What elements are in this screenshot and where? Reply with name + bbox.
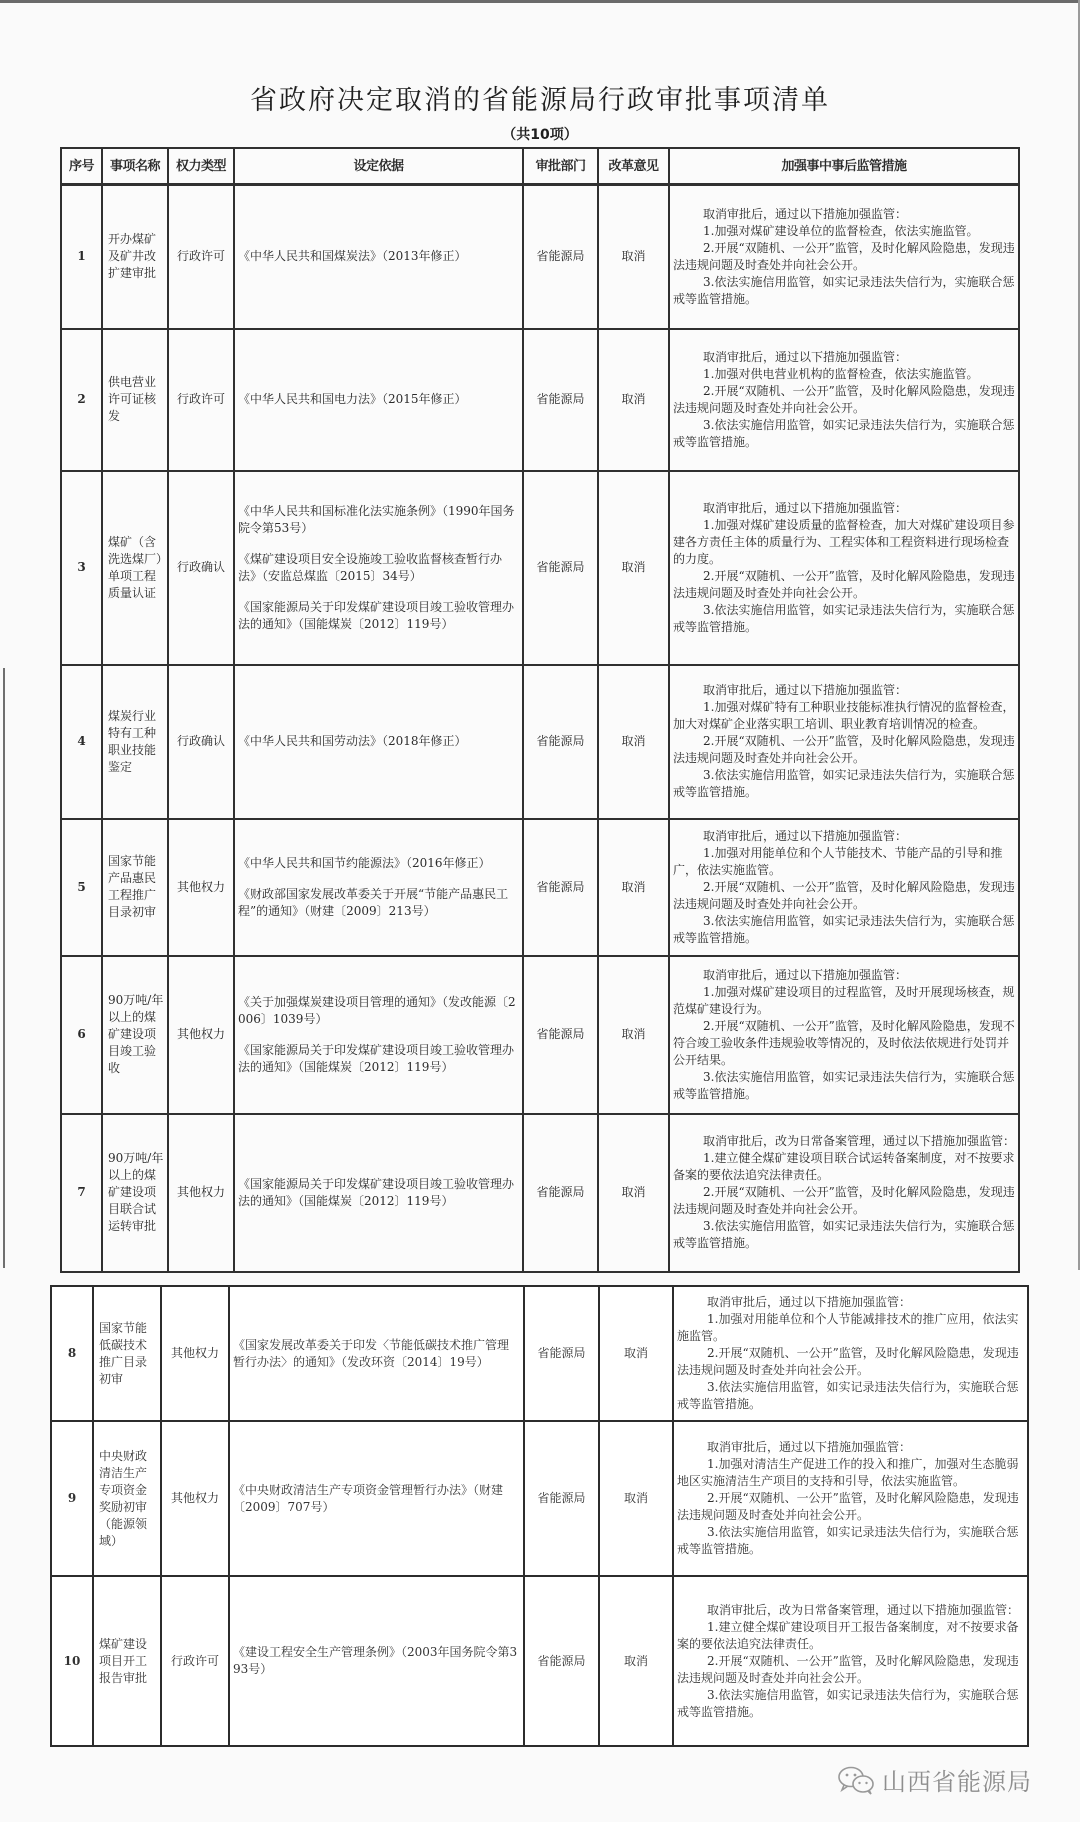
measure-line: 取消审批后，通过以下措施加强监管： — [703, 206, 908, 221]
table-row — [51, 1421, 1028, 1576]
cell-item-name: 90万吨/年以上的煤矿建设项目联合试运转审批 — [102, 1114, 168, 1272]
legal-basis-item: 《中央财政清洁生产专项资金管理暂行办法》（财建〔2009〕707号） — [233, 1482, 504, 1514]
measure-line: 1.加强对煤矿建设质量的监督检查，加大对煤矿建设项目参建各方责任主体的质量行为、工程实体和工程资料进行现场检查的力度。 — [673, 517, 1015, 566]
cell-reform-opinion: 取消 — [599, 1286, 673, 1421]
measure-line: 1.加强对煤矿建设项目的过程监管，及时开展现场核查，规范煤矿建设行为。 — [673, 984, 1015, 1016]
measure-line: 3.依法实施信用监管，如实记录违法失信行为，实施联合惩戒等监管措施。 — [673, 913, 1015, 945]
legal-basis-item: 《中华人民共和国电力法》（2015年修正） — [238, 392, 467, 406]
cell-legal-basis — [234, 329, 523, 471]
cell-supervision-measures — [669, 819, 1019, 956]
cell-legal-basis — [234, 471, 523, 665]
legal-basis-item: 《国家能源局关于印发煤矿建设项目竣工验收管理办法的通知》（国能煤炭〔2012〕119号） — [238, 599, 515, 631]
cell-legal-basis — [234, 819, 523, 956]
measure-line: 2.开展“双随机、一公开”监管，及时化解风险隐患，发现违法违规问题及时查处并向社会公开。 — [673, 240, 1015, 272]
page-title: 省政府决定取消的省能源局行政审批事项清单 — [250, 85, 830, 116]
cell-legal-basis — [234, 1114, 523, 1272]
measure-line: 3.依法实施信用监管，如实记录违法失信行为，实施联合惩戒等监管措施。 — [677, 1687, 1019, 1719]
cell-item-name: 供电营业许可证核发 — [102, 329, 168, 471]
cell-department: 省能源局 — [523, 185, 598, 329]
watermark — [836, 1762, 1032, 1797]
cell-reform-opinion: 取消 — [598, 665, 669, 819]
legal-basis-item: 《建设工程安全生产管理条例》（2003年国务院令第393号） — [233, 1645, 518, 1676]
measure-line: 2.开展“双随机、一公开”监管，及时化解风险隐患，发现违法违规问题及时查处并向社会公开。 — [677, 1653, 1019, 1685]
cell-supervision-measures — [669, 1114, 1019, 1272]
cell-no: 1 — [61, 185, 102, 329]
cell-supervision-measures — [669, 471, 1019, 665]
table-row — [61, 665, 1019, 819]
legal-basis-item: 《国家能源局关于印发煤矿建设项目竣工验收管理办法的通知》（国能煤炭〔2012〕119号） — [238, 1176, 515, 1208]
cell-no: 7 — [61, 1114, 102, 1272]
page-edge — [3, 668, 5, 1268]
header-name: 事项名称 — [102, 148, 168, 185]
cell-no: 4 — [61, 665, 102, 819]
measure-line: 1.加强对煤矿特有工种职业技能标准执行情况的监督检查，加大对煤矿企业落实职工培训、职业教育培训情况的检查。 — [673, 700, 1015, 731]
cell-reform-opinion: 取消 — [598, 956, 669, 1114]
measure-line: 取消审批后，改为日常备案管理，通过以下措施加强监管： — [707, 1602, 1020, 1617]
table-row — [61, 956, 1019, 1114]
measure-line: 取消审批后，通过以下措施加强监管： — [703, 349, 908, 364]
measure-line: 3.依法实施信用监管，如实记录违法失信行为，实施联合惩戒等监管措施。 — [673, 274, 1015, 306]
measure-line: 1.加强对煤矿建设单位的监督检查，依法实施监管。 — [703, 223, 979, 238]
cell-power-type: 行政确认 — [168, 471, 234, 665]
measure-line: 取消审批后，改为日常备案管理，通过以下措施加强监管： — [703, 1134, 1016, 1148]
cell-power-type: 行政许可 — [168, 185, 234, 329]
cell-item-name: 煤矿（含洗选煤厂）单项工程质量认证 — [102, 471, 168, 665]
measure-line: 2.开展“双随机、一公开”监管，及时化解风险隐患，发现违法违规问题及时查处并向社会公开。 — [673, 383, 1015, 415]
table-row — [61, 819, 1019, 956]
measure-line: 1.加强对清洁生产促进工作的投入和推广，加强对生态脆弱地区实施清洁生产项目的支持和引导，依法实施监管。 — [677, 1457, 1019, 1488]
cell-supervision-measures — [669, 185, 1019, 329]
cell-supervision-measures — [669, 329, 1019, 471]
cell-department: 省能源局 — [523, 956, 598, 1114]
cell-department: 省能源局 — [524, 1286, 599, 1421]
measure-line: 2.开展“双随机、一公开”监管，及时化解风险隐患，发现不符合竣工验收条件违规验收等情况的，及时依法依规进行处罚并公开结果。 — [673, 1018, 1015, 1067]
cell-item-name: 国家节能低碳技术推广目录初审 — [93, 1286, 161, 1421]
wechat-icon — [836, 1765, 876, 1795]
table-row — [51, 1576, 1028, 1746]
watermark-label: 山西省能源局 — [882, 1768, 1032, 1796]
measure-line: 取消审批后，通过以下措施加强监管： — [703, 500, 908, 515]
cell-item-name: 煤炭行业特有工种职业技能鉴定 — [102, 665, 168, 819]
measure-line: 3.依法实施信用监管，如实记录违法失信行为，实施联合惩戒等监管措施。 — [673, 1219, 1015, 1250]
cell-supervision-measures — [673, 1421, 1028, 1576]
cell-reform-opinion: 取消 — [598, 819, 669, 956]
cell-power-type: 其他权力 — [168, 819, 234, 956]
measure-line: 3.依法实施信用监管，如实记录违法失信行为，实施联合惩戒等监管措施。 — [673, 1069, 1015, 1101]
measure-line: 2.开展“双随机、一公开”监管，及时化解风险隐患，发现违法违规问题及时查处并向社会公开。 — [677, 1346, 1019, 1377]
cell-no: 9 — [51, 1421, 93, 1576]
legal-basis-item: 《煤矿建设项目安全设施竣工验收监督核查暂行办法》（安监总煤监〔2015〕34号） — [238, 551, 503, 583]
header-dept: 审批部门 — [523, 148, 598, 185]
measure-line: 取消审批后，通过以下措施加强监管： — [707, 1295, 912, 1309]
measure-line: 取消审批后，通过以下措施加强监管： — [703, 683, 908, 697]
item-count: （共10项） — [502, 127, 578, 143]
header-type: 权力类型 — [168, 148, 234, 185]
measure-line: 1.加强对供电营业机构的监督检查，依法实施监管。 — [703, 366, 979, 381]
cell-no: 3 — [61, 471, 102, 665]
cell-supervision-measures — [673, 1576, 1028, 1746]
cell-item-name: 煤矿建设项目开工报告审批 — [93, 1576, 161, 1746]
cell-legal-basis — [229, 1286, 524, 1421]
cell-department: 省能源局 — [524, 1576, 599, 1746]
header-no: 序号 — [61, 148, 102, 185]
legal-basis-item: 《中华人民共和国劳动法》（2018年修正） — [238, 734, 467, 748]
legal-basis-item: 《国家能源局关于印发煤矿建设项目竣工验收管理办法的通知》（国能煤炭〔2012〕119号） — [238, 1042, 515, 1074]
legal-basis-item: 《中华人民共和国标准化法实施条例》（1990年国务院令第53号） — [238, 503, 515, 535]
cell-department: 省能源局 — [523, 329, 598, 471]
cell-power-type: 其他权力 — [168, 1114, 234, 1272]
cell-power-type: 其他权力 — [161, 1421, 229, 1576]
measure-line: 2.开展“双随机、一公开”监管，及时化解风险隐患，发现违法违规问题及时查处并向社会公开。 — [673, 568, 1015, 600]
table-row — [61, 185, 1019, 329]
cell-power-type: 行政许可 — [168, 329, 234, 471]
measure-line: 取消审批后，通过以下措施加强监管： — [703, 967, 908, 982]
header-basis: 设定依据 — [234, 148, 523, 185]
measure-line: 1.加强对用能单位和个人节能减排技术的推广应用，依法实施监管。 — [677, 1312, 1019, 1343]
cell-supervision-measures — [669, 956, 1019, 1114]
approval-items-table-continued — [50, 1285, 1029, 1747]
measure-line: 1.建立健全煤矿建设项目联合试运转备案制度，对不按要求备案的要依法追究法律责任。 — [673, 1151, 1015, 1182]
measure-line: 取消审批后，通过以下措施加强监管： — [707, 1440, 912, 1454]
cell-power-type: 其他权力 — [168, 956, 234, 1114]
measure-line: 2.开展“双随机、一公开”监管，及时化解风险隐患，发现违法违规问题及时查处并向社会公开。 — [673, 1185, 1015, 1216]
cell-legal-basis — [229, 1421, 524, 1576]
approval-items-table — [60, 147, 1020, 1273]
measure-line: 3.依法实施信用监管，如实记录违法失信行为，实施联合惩戒等监管措施。 — [677, 1525, 1019, 1556]
cell-legal-basis — [234, 956, 523, 1114]
cell-item-name: 90万吨/年以上的煤矿建设项目竣工验收 — [102, 956, 168, 1114]
cell-legal-basis — [234, 185, 523, 329]
top-border — [0, 0, 1080, 3]
cell-no: 5 — [61, 819, 102, 956]
cell-department: 省能源局 — [523, 665, 598, 819]
cell-reform-opinion: 取消 — [598, 471, 669, 665]
cell-no: 8 — [51, 1286, 93, 1421]
legal-basis-item: 《财政部国家发展改革委关于开展“节能产品惠民工程”的通知》（财建〔2009〕213号） — [238, 886, 509, 918]
measure-line: 3.依法实施信用监管，如实记录违法失信行为，实施联合惩戒等监管措施。 — [673, 768, 1015, 799]
cell-reform-opinion: 取消 — [598, 185, 669, 329]
cell-item-name: 开办煤矿及矿井改扩建审批 — [102, 185, 168, 329]
measure-line: 3.依法实施信用监管，如实记录违法失信行为，实施联合惩戒等监管措施。 — [673, 417, 1015, 449]
cell-reform-opinion: 取消 — [598, 329, 669, 471]
measure-line: 1.建立健全煤矿建设项目开工报告备案制度，对不按要求备案的要依法追究法律责任。 — [677, 1619, 1019, 1651]
measure-line: 3.依法实施信用监管，如实记录违法失信行为，实施联合惩戒等监管措施。 — [677, 1380, 1019, 1411]
table-row — [61, 471, 1019, 665]
measure-line: 2.开展“双随机、一公开”监管，及时化解风险隐患，发现违法违规问题及时查处并向社会公开。 — [677, 1491, 1019, 1522]
cell-no: 10 — [51, 1576, 93, 1746]
cell-power-type: 其他权力 — [161, 1286, 229, 1421]
cell-power-type: 行政许可 — [161, 1576, 229, 1746]
table-row — [61, 329, 1019, 471]
cell-legal-basis — [229, 1576, 524, 1746]
measure-line: 2.开展“双随机、一公开”监管，及时化解风险隐患，发现违法违规问题及时查处并向社会公开。 — [673, 734, 1015, 765]
cell-legal-basis — [234, 665, 523, 819]
measure-line: 3.依法实施信用监管，如实记录违法失信行为，实施联合惩戒等监管措施。 — [673, 602, 1015, 634]
cell-department: 省能源局 — [523, 1114, 598, 1272]
legal-basis-item: 《关于加强煤炭建设项目管理的通知》（发改能源〔2006〕1039号） — [238, 994, 516, 1026]
measure-line: 1.加强对用能单位和个人节能技术、节能产品的引导和推广，依法实施监管。 — [673, 845, 1003, 877]
cell-no: 2 — [61, 329, 102, 471]
table-header-row — [61, 148, 1019, 185]
cell-department: 省能源局 — [524, 1421, 599, 1576]
cell-supervision-measures — [673, 1286, 1028, 1421]
header-measures: 加强事中事后监管措施 — [669, 148, 1019, 185]
measure-line: 取消审批后，通过以下措施加强监管： — [703, 828, 908, 843]
cell-no: 6 — [61, 956, 102, 1114]
cell-reform-opinion: 取消 — [599, 1421, 673, 1576]
measure-line: 2.开展“双随机、一公开”监管，及时化解风险隐患，发现违法违规问题及时查处并向社会公开。 — [673, 879, 1015, 911]
table-row — [51, 1286, 1028, 1421]
cell-supervision-measures — [669, 665, 1019, 819]
legal-basis-item: 《国家发展改革委关于印发〈节能低碳技术推广管理暂行办法〉的通知》（发改环资〔2014〕19号） — [233, 1337, 510, 1369]
legal-basis-item: 《中华人民共和国煤炭法》（2013年修正） — [238, 249, 467, 264]
header-result: 改革意见 — [598, 148, 669, 185]
cell-power-type: 行政确认 — [168, 665, 234, 819]
table-row — [61, 1114, 1019, 1272]
legal-basis-item: 《中华人民共和国节约能源法》（2016年修正） — [238, 855, 491, 870]
cell-item-name: 国家节能产品惠民工程推广目录初审 — [102, 819, 168, 956]
cell-reform-opinion: 取消 — [598, 1114, 669, 1272]
cell-department: 省能源局 — [523, 471, 598, 665]
cell-reform-opinion: 取消 — [599, 1576, 673, 1746]
cell-item-name: 中央财政清洁生产专项资金奖励初审（能源领域） — [93, 1421, 161, 1576]
cell-department: 省能源局 — [523, 819, 598, 956]
